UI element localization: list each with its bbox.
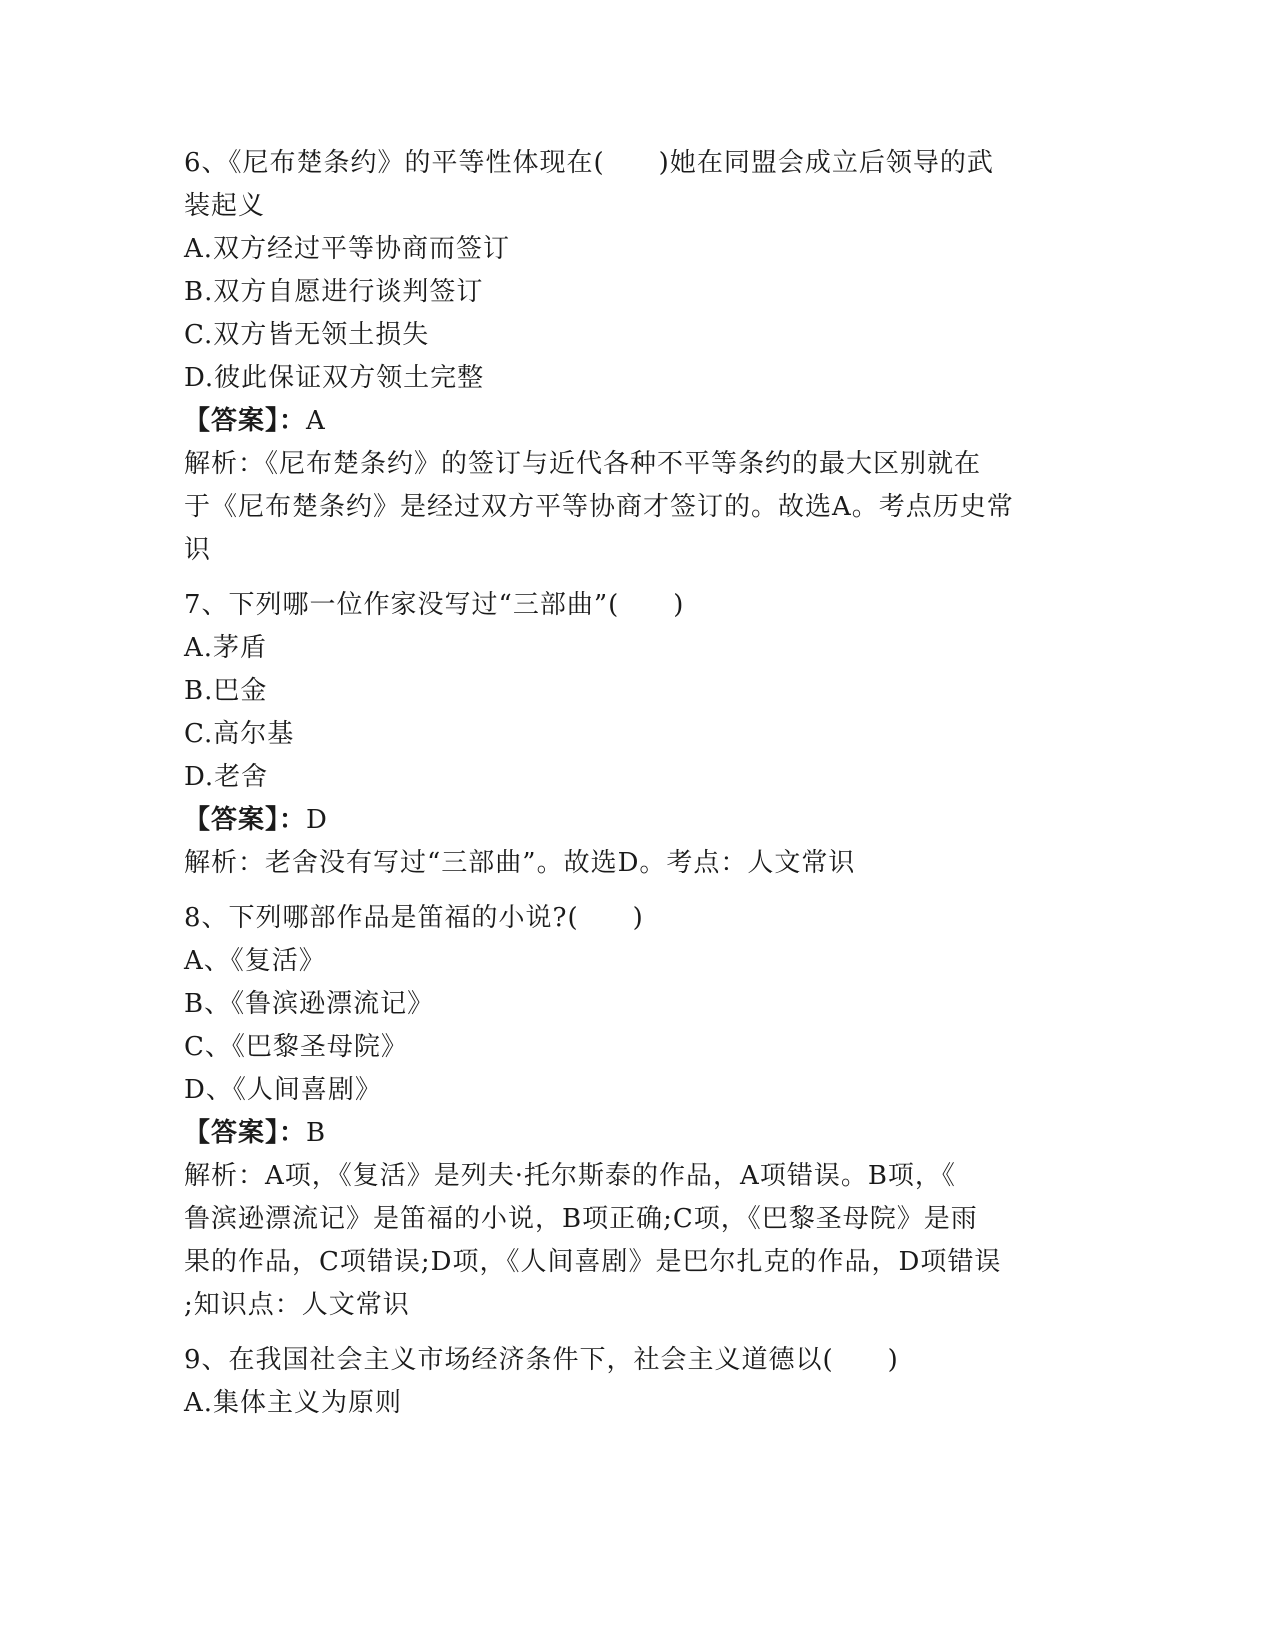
question-stem: 9、在我国社会主义市场经济条件下，社会主义道德以( ) [184,1345,899,1375]
answer-line [184,799,1084,842]
question-spacer [184,572,1084,584]
option-d: D.彼此保证双方领土完整 [184,363,485,393]
question-spacer [184,1327,1084,1339]
analysis-text: 识 [184,535,212,565]
question-stem: 8、下列哪部作品是笛福的小说?( ) [184,903,644,933]
question-6 [184,142,1084,572]
answer-label: 【答案】： [184,1118,307,1148]
option-c: C.高尔基 [184,719,295,749]
answer-label: 【答案】： [184,805,307,835]
analysis-text: 解析：A项，《复活》是列夫·托尔斯泰的作品，A项错误。B项，《 [184,1161,956,1191]
answer-line [184,1112,1084,1155]
option-a: A.茅盾 [184,633,268,663]
question-9 [184,1339,1084,1425]
analysis-text: ;知识点：人文常识 [184,1290,410,1320]
answer-label: 【答案】： [184,406,307,436]
question-stem: 装起义 [184,191,266,221]
question-8 [184,897,1084,1327]
option-a: A.集体主义为原则 [184,1388,403,1418]
analysis-text: 解析：《尼布楚条约》的签订与近代各种不平等条约的最大区别就在 [184,449,982,479]
option-b: B、《鲁滨逊漂流记》 [184,989,435,1019]
option-c: C、《巴黎圣母院》 [184,1032,408,1062]
analysis-text: 解析：老舍没有写过“三部曲”。故选D。考点：人文常识 [184,848,856,878]
option-a: A、《复活》 [184,946,326,976]
question-7 [184,584,1084,885]
answer-line [184,400,1084,443]
option-a: A.双方经过平等协商而签订 [184,234,511,264]
option-b: B.双方自愿进行谈判签订 [184,277,484,307]
question-stem: 7、下列哪一位作家没写过“三部曲”( ) [184,590,685,620]
answer-value: A [306,406,326,436]
option-c: C.双方皆无领土损失 [184,320,430,350]
analysis-text: 果的作品，C项错误;D项，《人间喜剧》是巴尔扎克的作品，D项错误 [184,1247,1002,1277]
answer-value: D [306,805,328,835]
question-stem: 6、《尼布楚条约》的平等性体现在( )她在同盟会成立后领导的武 [184,148,994,178]
analysis-text: 鲁滨逊漂流记》是笛福的小说，B项正确;C项，《巴黎圣母院》是雨 [184,1204,978,1234]
analysis-text: 于《尼布楚条约》是经过双方平等协商才签订的。故选A。考点历史常 [184,492,1014,522]
question-spacer [184,885,1084,897]
option-b: B.巴金 [184,676,268,706]
option-d: D.老舍 [184,762,269,792]
option-d: D、《人间喜剧》 [184,1075,382,1105]
answer-value: B [306,1118,327,1148]
document-page [184,142,1084,1425]
